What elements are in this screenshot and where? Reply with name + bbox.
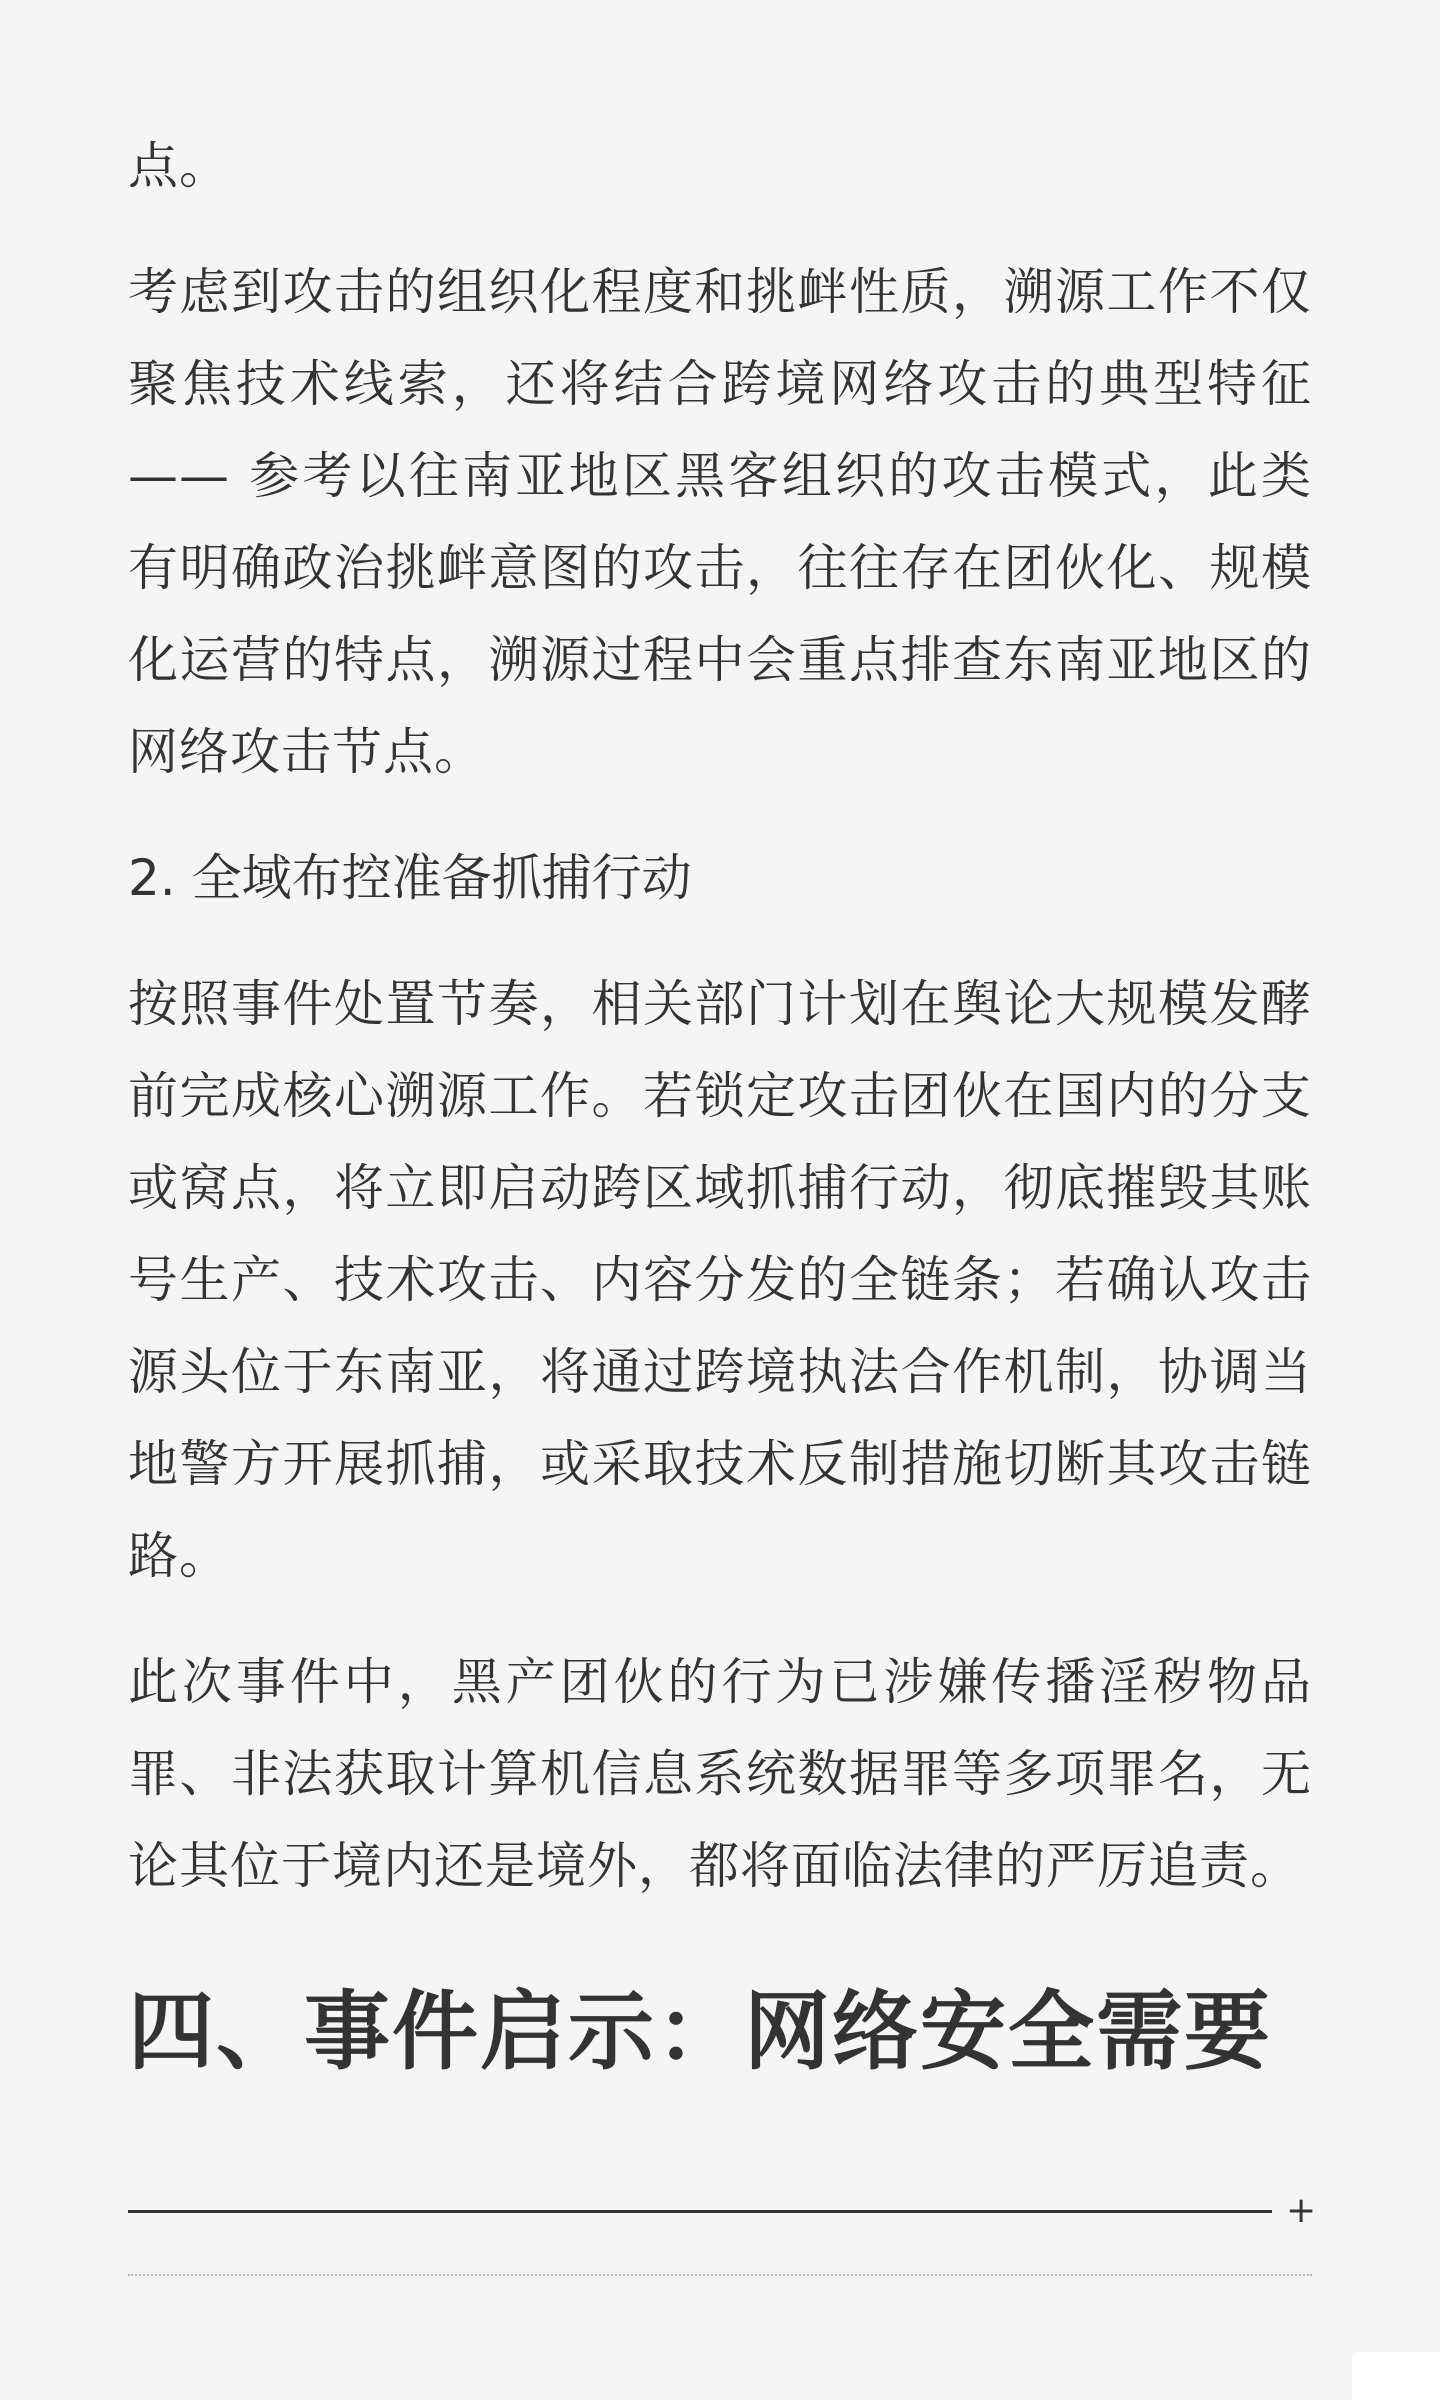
article-body bbox=[128, 120, 1312, 2092]
plus-icon[interactable]: + bbox=[1286, 2190, 1317, 2231]
corner-overlay bbox=[1352, 2352, 1440, 2400]
paragraph-tracing: 考虑到攻击的组织化程度和挑衅性质，溯源工作不仅聚焦技术线索，还将结合跨境网络攻击的典型特征 —— 参考以往南亚地区黑客组织的攻击模式，此类有明确政治挑衅意图的攻击，往往存在团伙化、规模化运营的特点，溯源过程中会重点排查东南亚地区的网络攻击节点。 bbox=[128, 263, 1312, 781]
section-title: 四、事件启示：网络安全需要 bbox=[128, 1982, 1272, 2082]
dotted-divider bbox=[128, 2274, 1312, 2276]
paragraph-crimes: 此次事件中，黑产团伙的行为已涉嫌传播淫秽物品罪、非法获取计算机信息系统数据罪等多项罪名，无论其位于境内还是境外，都将面临法律的严厉追责。 bbox=[128, 1653, 1312, 1895]
section-title-rule bbox=[128, 2210, 1272, 2213]
subheading-arrest-operation: 2. 全域布控准备抓捕行动 bbox=[128, 849, 692, 907]
paragraph-intro-tail: 点。 bbox=[128, 137, 230, 195]
paragraph-arrest: 按照事件处置节奏，相关部门计划在舆论大规模发酵前完成核心溯源工作。若锁定攻击团伙在国内的分支或窝点，将立即启动跨区域抓捕行动，彻底摧毁其账号生产、技术攻击、内容分发的全链条；若确认攻击源头位于东南亚，将通过跨境执法合作机制，协调当地警方开展抓捕，或采取技术反制措施切断其攻击链路。 bbox=[128, 975, 1312, 1585]
